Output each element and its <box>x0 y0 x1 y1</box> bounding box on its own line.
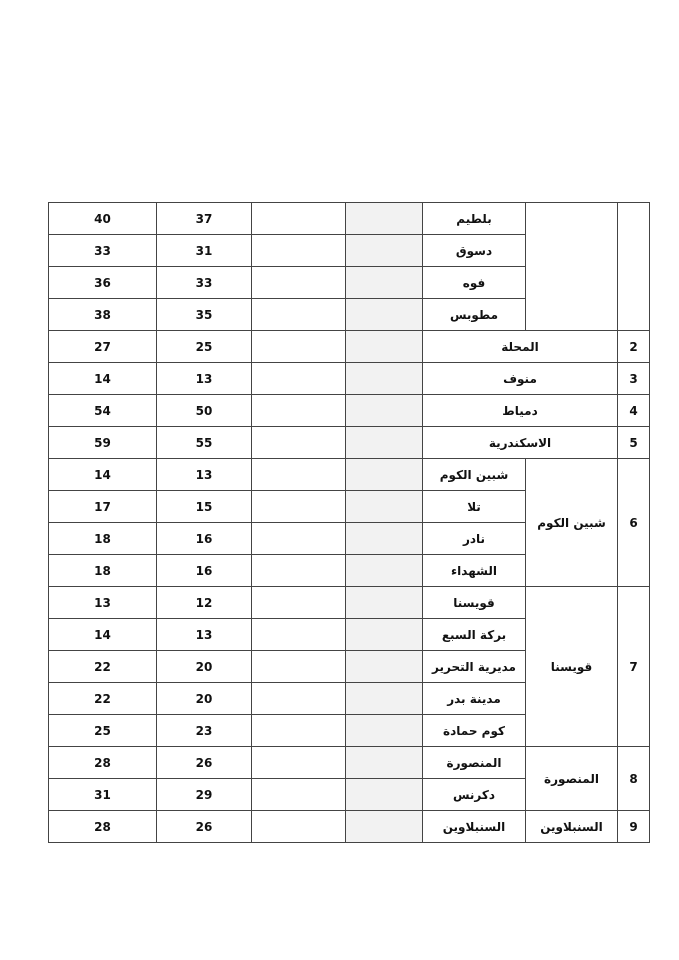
shaded-cell <box>346 683 423 715</box>
value-b: 16 <box>157 555 252 587</box>
value-b: 13 <box>157 619 252 651</box>
value-b: 23 <box>157 715 252 747</box>
value-a: 59 <box>49 427 157 459</box>
empty-cell <box>252 555 346 587</box>
serial-number: 8 <box>618 747 650 811</box>
value-a: 33 <box>49 235 157 267</box>
value-b: 20 <box>157 651 252 683</box>
value-a: 13 <box>49 587 157 619</box>
sub-area-name: المنصورة <box>423 747 526 779</box>
serial-number: 5 <box>618 427 650 459</box>
empty-cell <box>252 683 346 715</box>
shaded-cell <box>346 715 423 747</box>
value-b: 20 <box>157 683 252 715</box>
value-b: 13 <box>157 459 252 491</box>
table-row <box>49 331 650 363</box>
shaded-cell <box>346 427 423 459</box>
serial-number: 3 <box>618 363 650 395</box>
sub-area-name: شبين الكوم <box>423 459 526 491</box>
value-a: 22 <box>49 651 157 683</box>
table-row <box>49 427 650 459</box>
serial-number: 6 <box>618 459 650 587</box>
table-row <box>49 459 650 491</box>
table-row <box>49 747 650 779</box>
empty-cell <box>252 715 346 747</box>
empty-cell <box>252 235 346 267</box>
empty-cell <box>252 203 346 235</box>
sub-area-name: دكرنس <box>423 779 526 811</box>
empty-cell <box>252 267 346 299</box>
shaded-cell <box>346 587 423 619</box>
value-a: 14 <box>49 459 157 491</box>
value-b: 31 <box>157 235 252 267</box>
table-row <box>49 811 650 843</box>
shaded-cell <box>346 203 423 235</box>
shaded-cell <box>346 651 423 683</box>
data-table <box>48 202 650 843</box>
value-b: 37 <box>157 203 252 235</box>
shaded-cell <box>346 363 423 395</box>
empty-cell <box>252 491 346 523</box>
sub-area-name: تلا <box>423 491 526 523</box>
sub-area-name: الشهداء <box>423 555 526 587</box>
value-b: 25 <box>157 331 252 363</box>
value-b: 15 <box>157 491 252 523</box>
table-row <box>49 587 650 619</box>
area-name: المحلة <box>423 331 618 363</box>
serial-number: 2 <box>618 331 650 363</box>
shaded-cell <box>346 747 423 779</box>
empty-cell <box>252 811 346 843</box>
sub-area-name: مطوبس <box>423 299 526 331</box>
empty-cell <box>252 363 346 395</box>
sub-area-name: بركة السبع <box>423 619 526 651</box>
serial-number: 9 <box>618 811 650 843</box>
empty-cell <box>252 651 346 683</box>
value-a: 22 <box>49 683 157 715</box>
table-row <box>49 363 650 395</box>
sub-area-name: نادر <box>423 523 526 555</box>
shaded-cell <box>346 811 423 843</box>
value-b: 16 <box>157 523 252 555</box>
value-b: 29 <box>157 779 252 811</box>
value-a: 38 <box>49 299 157 331</box>
sub-area-name: فوه <box>423 267 526 299</box>
shaded-cell <box>346 331 423 363</box>
sub-area-name: كوم حمادة <box>423 715 526 747</box>
empty-cell <box>252 779 346 811</box>
area-name: دمياط <box>423 395 618 427</box>
shaded-cell <box>346 491 423 523</box>
empty-cell <box>252 395 346 427</box>
shaded-cell <box>346 235 423 267</box>
serial-empty <box>618 203 650 331</box>
area-name: قويسنا <box>526 587 618 747</box>
table-row <box>49 203 650 235</box>
value-a: 27 <box>49 331 157 363</box>
area-name: شبين الكوم <box>526 459 618 587</box>
area-name: منوف <box>423 363 618 395</box>
shaded-cell <box>346 267 423 299</box>
sub-area-name: قويسنا <box>423 587 526 619</box>
value-a: 36 <box>49 267 157 299</box>
value-b: 13 <box>157 363 252 395</box>
sub-area-name: دسوق <box>423 235 526 267</box>
empty-cell <box>252 459 346 491</box>
value-b: 35 <box>157 299 252 331</box>
value-b: 26 <box>157 747 252 779</box>
sub-area-name: مديرية التحرير <box>423 651 526 683</box>
shaded-cell <box>346 779 423 811</box>
empty-cell <box>252 747 346 779</box>
value-b: 12 <box>157 587 252 619</box>
shaded-cell <box>346 619 423 651</box>
value-a: 28 <box>49 747 157 779</box>
empty-cell <box>252 299 346 331</box>
value-b: 26 <box>157 811 252 843</box>
sub-area-name: السنبلاوين <box>423 811 526 843</box>
sub-area-name: بلطيم <box>423 203 526 235</box>
area-name: المنصورة <box>526 747 618 811</box>
value-a: 17 <box>49 491 157 523</box>
value-a: 25 <box>49 715 157 747</box>
value-b: 33 <box>157 267 252 299</box>
value-a: 14 <box>49 363 157 395</box>
value-a: 31 <box>49 779 157 811</box>
shaded-cell <box>346 555 423 587</box>
shaded-cell <box>346 459 423 491</box>
area-name-empty <box>526 203 618 331</box>
value-a: 54 <box>49 395 157 427</box>
value-b: 50 <box>157 395 252 427</box>
value-a: 40 <box>49 203 157 235</box>
table-row <box>49 395 650 427</box>
shaded-cell <box>346 523 423 555</box>
serial-number: 7 <box>618 587 650 747</box>
empty-cell <box>252 619 346 651</box>
area-name: السنبلاوين <box>526 811 618 843</box>
empty-cell <box>252 331 346 363</box>
sub-area-name: مدينة بدر <box>423 683 526 715</box>
value-a: 18 <box>49 555 157 587</box>
shaded-cell <box>346 395 423 427</box>
value-a: 18 <box>49 523 157 555</box>
empty-cell <box>252 523 346 555</box>
empty-cell <box>252 427 346 459</box>
value-a: 28 <box>49 811 157 843</box>
serial-number: 4 <box>618 395 650 427</box>
value-b: 55 <box>157 427 252 459</box>
empty-cell <box>252 587 346 619</box>
area-name: الاسكندرية <box>423 427 618 459</box>
shaded-cell <box>346 299 423 331</box>
value-a: 14 <box>49 619 157 651</box>
